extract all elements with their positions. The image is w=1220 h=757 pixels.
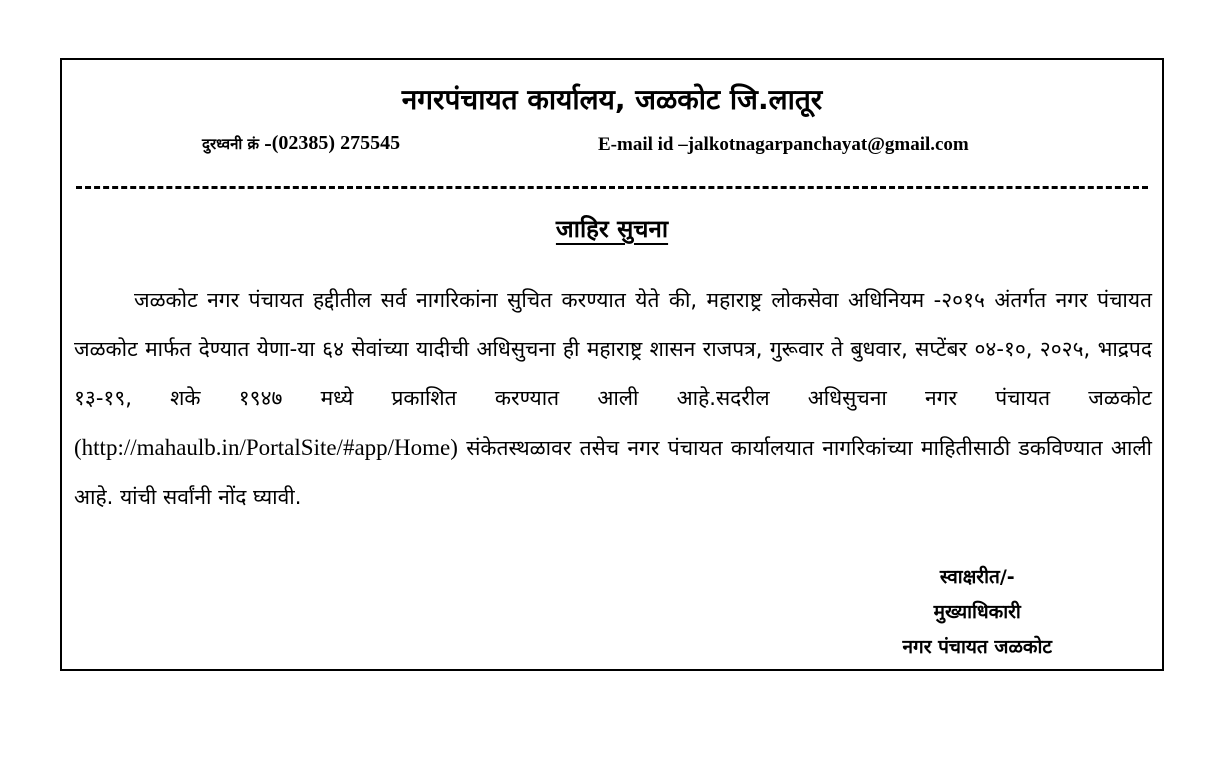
signature-block: [903, 560, 1053, 665]
notice-body-part1: जळकोट नगर पंचायत हद्दीतील सर्व नागरिकांना सुचित करण्यात येते की, महाराष्ट्र लोकसेवा अधिनियम -२०१५ अंतर्गत नगर पंचायत जळकोट मार्फत देण्यात येणा-या ६४ सेवांच्या यादीची अधिसुचना ही महाराष्ट्र शासन राजपत्र, गुरूवार ते बुधवार, सप्टेंबर ०४-१०, २०२५, भाद्रपद १३-१९, शके १९४७ मध्ये प्रकाशित करण्यात आली आहे.सदरील अधिसुचना नगर पंचायत जळकोट: [74, 288, 1152, 410]
email-address: E-mail id –jalkotnagarpanchayat@gmail.com: [598, 134, 969, 155]
notice-heading-text: जाहिर सुचना: [555, 215, 669, 243]
notice-body: [74, 276, 1152, 522]
signature-signed: स्वाक्षरीत/-: [939, 566, 1015, 588]
phone-label: दुरध्वनी क्रं –: [202, 135, 272, 153]
signature-office: नगर पंचायत जळकोट: [902, 636, 1052, 658]
contact-row: [62, 132, 1162, 158]
signature-designation: मुख्याधिकारी: [933, 601, 1021, 623]
phone-block: [202, 132, 400, 155]
notice-heading: [62, 212, 1162, 245]
portal-url: (http://mahaulb.in/PortalSite/#app/Home): [74, 435, 458, 460]
office-title: नगरपंचायत कार्यालय, जळकोट जि.लातूर: [401, 83, 823, 116]
phone-number: (02385) 275545: [271, 132, 401, 154]
notice-frame: [60, 58, 1164, 671]
dashed-divider: [76, 186, 1148, 189]
notice-body-part2: संकेतस्थळावर तसेच नगर पंचायत कार्यालयात नागरिकांच्या माहितीसाठी डकविण्यात आली आहे. यांची सर्वांनी नोंद घ्यावी.: [74, 436, 1152, 509]
